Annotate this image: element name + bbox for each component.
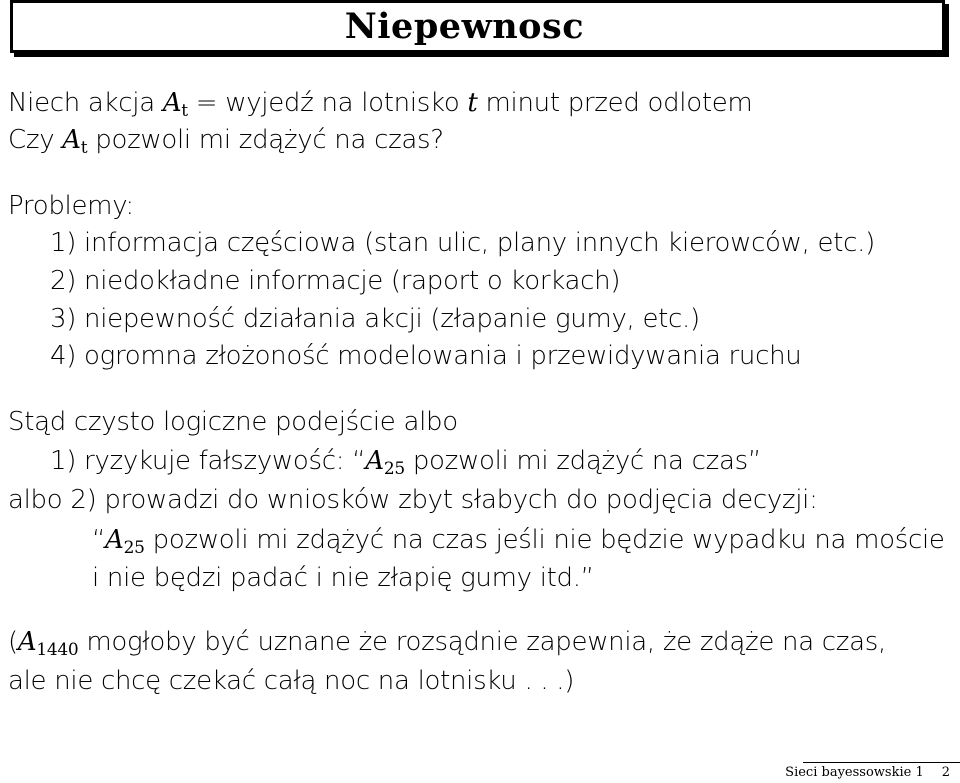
line-qualified-claim-continued: i nie będzi padać i nie złapię gumy itd.” <box>92 563 594 593</box>
text-segment: 1) ryzykuje fałszywość: “ <box>50 446 366 476</box>
math-symbol: A <box>162 88 182 118</box>
math-subscript: 1440 <box>36 640 79 660</box>
text-segment: pozwoli mi zdążyć na czas jeśli nie będzie wypadku na moście <box>144 525 945 555</box>
text-segment: ( <box>8 627 18 657</box>
math-symbol: A <box>17 627 37 657</box>
line-risk-falsity <box>50 446 762 479</box>
math-subscript: t <box>181 101 188 121</box>
line-a1440-continued: ale nie chcę czekać całą noc na lotnisku . . .) <box>8 666 575 696</box>
line-question <box>8 125 444 158</box>
text-segment: Czy <box>8 125 63 155</box>
problem-item-1: 1) informacja częściowa (stan ulic, plany innych kierowców, etc.) <box>50 228 875 258</box>
text-segment: mogłoby być uznane że rozsądnie zapewnia, że zdąże na czas, <box>78 627 886 657</box>
math-symbol: t <box>467 88 478 118</box>
slide-title: Niepewnosc <box>344 6 584 47</box>
problems-heading: Problemy: <box>8 191 134 221</box>
math-subscript: 25 <box>123 538 145 558</box>
text-segment: pozwoli mi zdążyć na czas? <box>87 125 444 155</box>
math-subscript: t <box>80 138 88 158</box>
math-symbol: A <box>62 125 81 155</box>
line-logical-approach: Stąd czysto logiczne podejście albo <box>8 407 458 437</box>
line-weak-conclusions: albo 2) prowadzi do wniosków zbyt słabych do podjęcia decyzji: <box>8 485 818 515</box>
footer-label: Sieci bayessowskie 1 <box>785 765 924 780</box>
line-qualified-claim <box>92 525 945 558</box>
text-segment: pozwoli mi zdążyć na czas” <box>404 446 762 476</box>
line-action-definition <box>8 88 753 121</box>
math-symbol: A <box>105 525 124 555</box>
text-segment: minut przed odlotem <box>477 88 753 118</box>
page-number: 2 <box>941 765 950 780</box>
text-segment: Niech akcja <box>8 88 163 118</box>
problem-item-2: 2) niedokładne informacje (raport o korkach) <box>50 266 621 296</box>
math-symbol: A <box>365 446 384 476</box>
problem-item-4: 4) ogromna złożoność modelowania i przewidywania ruchu <box>50 341 802 371</box>
text-segment: “ <box>92 525 106 555</box>
slide-title-box <box>10 0 945 53</box>
math-subscript: 25 <box>383 459 405 479</box>
line-a1440 <box>8 627 886 660</box>
slide-footer <box>785 765 950 781</box>
footer-rule <box>803 762 960 763</box>
text-segment: = wyjedź na lotnisko <box>187 88 468 118</box>
problem-item-3: 3) niepewność działania akcji (złapanie gumy, etc.) <box>50 304 700 334</box>
